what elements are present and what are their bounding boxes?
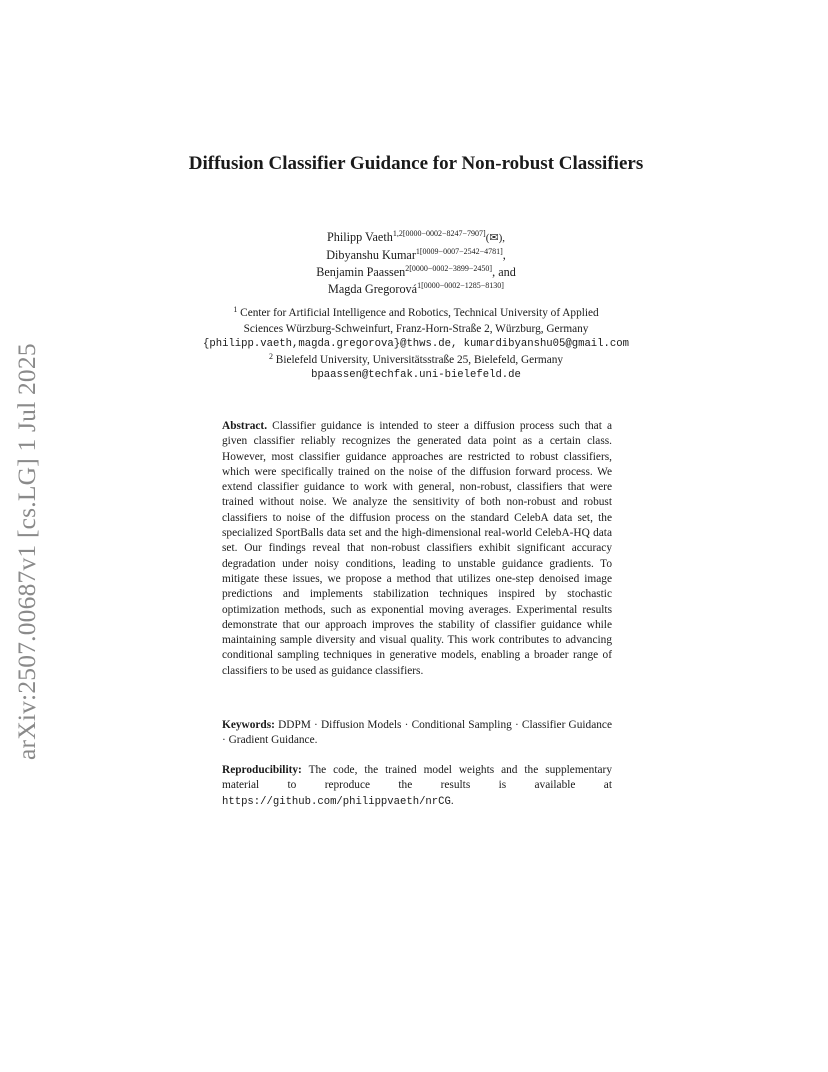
keywords-label: Keywords: xyxy=(222,719,275,731)
author-4 xyxy=(150,281,682,298)
envelope-icon[interactable]: (✉), xyxy=(485,232,505,244)
affiliation-number: 2 xyxy=(268,351,273,361)
affiliation-1-line1 xyxy=(150,306,682,322)
reproducibility-end: . xyxy=(450,794,454,807)
author-name: Magda Gregorová xyxy=(328,282,418,296)
abstract xyxy=(222,419,612,679)
author-name: Dibyanshu Kumar xyxy=(326,248,416,262)
author-orcid: 1[0009−0007−2542−4781] xyxy=(415,247,503,256)
author-name: Philipp Vaeth xyxy=(327,230,393,244)
affiliation-2-line1 xyxy=(150,353,682,369)
reproducibility-text: The code, the trained model weights and the supplementary material to reproduce the results is available at xyxy=(222,764,612,792)
author-1 xyxy=(150,229,682,247)
arxiv-identifier: arXiv:2507.00687v1 [cs.LG] 1 Jul 2025 xyxy=(12,343,41,760)
author-separator: , xyxy=(502,248,506,262)
author-orcid: 1,2[0000−0002−8247−7907] xyxy=(392,229,486,238)
author-3 xyxy=(150,264,682,281)
keywords xyxy=(222,718,612,749)
reproducibility xyxy=(222,763,612,810)
affiliation-2-email[interactable]: bpaassen@techfak.uni-bielefeld.de xyxy=(311,369,521,381)
affiliation-1-email[interactable]: {philipp.vaeth,magda.gregorova}@thws.de, kumardibyanshu05@gmail.com xyxy=(203,338,629,350)
affiliation-number: 1 xyxy=(233,305,238,314)
author-name: Benjamin Paassen xyxy=(316,265,406,279)
paper-title: Diffusion Classifier Guidance for Non-robust Classifiers xyxy=(188,153,644,174)
author-separator: , and xyxy=(492,265,516,279)
author-2 xyxy=(150,247,682,264)
author-orcid: 1[0000−0002−1285−8130] xyxy=(417,281,504,290)
repository-link[interactable]: https://github.com/philippvaeth/nrCG xyxy=(222,795,451,808)
author-list xyxy=(150,229,682,298)
keywords-text: DDPM · Diffusion Models · Conditional Sampling · Classifier Guidance · Gradient Guidance. xyxy=(222,719,612,747)
affiliations xyxy=(150,306,682,384)
affiliation-text: Center for Artificial Intelligence and Robotics, Technical University of Applied xyxy=(240,307,599,319)
abstract-text: Classifier guidance is intended to steer a diffusion process such that a given classifier reliably recognizes the generated data point as a certain class. However, most classifier guidance approaches are restricted to robust classifiers, which were specifically trained on the noise of the diffusion forward process. We extend classifier guidance to work with general, non-robust, classifiers that were trained without noise. We analyze the sensitivity of both non-robust and robust classifiers to noise of the diffusion process on the standard CelebA data set, the specialized SportBalls data set and the high-dimensional real-world CelebA-HQ data set. Our findings reveal that non-robust classifiers exhibit significant accuracy degradation under noisy conditions, leading to unstable guidance gradients. To mitigate these issues, we propose a method that utilizes one-step denoised image predictions and implements stabilization techniques inspired by stochastic optimization methods, such as exponential moving averages. Experimental results demonstrate that our approach improves the stability of classifier guidance while maintaining sample diversity and visual quality. This work contributes to advancing conditional sampling techniques in generative models, enabling a broader range of classifiers to be used as guidance classifiers. xyxy=(222,420,612,677)
affiliation-1-line2: Sciences Würzburg-Schweinfurt, Franz-Horn-Straße 2, Würzburg, Germany xyxy=(243,322,589,335)
author-orcid: 2[0000−0002−3899−2450] xyxy=(405,264,493,273)
affiliation-text: Bielefeld University, Universitätsstraße 25, Bielefeld, Germany xyxy=(275,353,564,366)
reproducibility-label: Reproducibility: xyxy=(222,764,302,776)
abstract-label: Abstract. xyxy=(222,420,268,432)
